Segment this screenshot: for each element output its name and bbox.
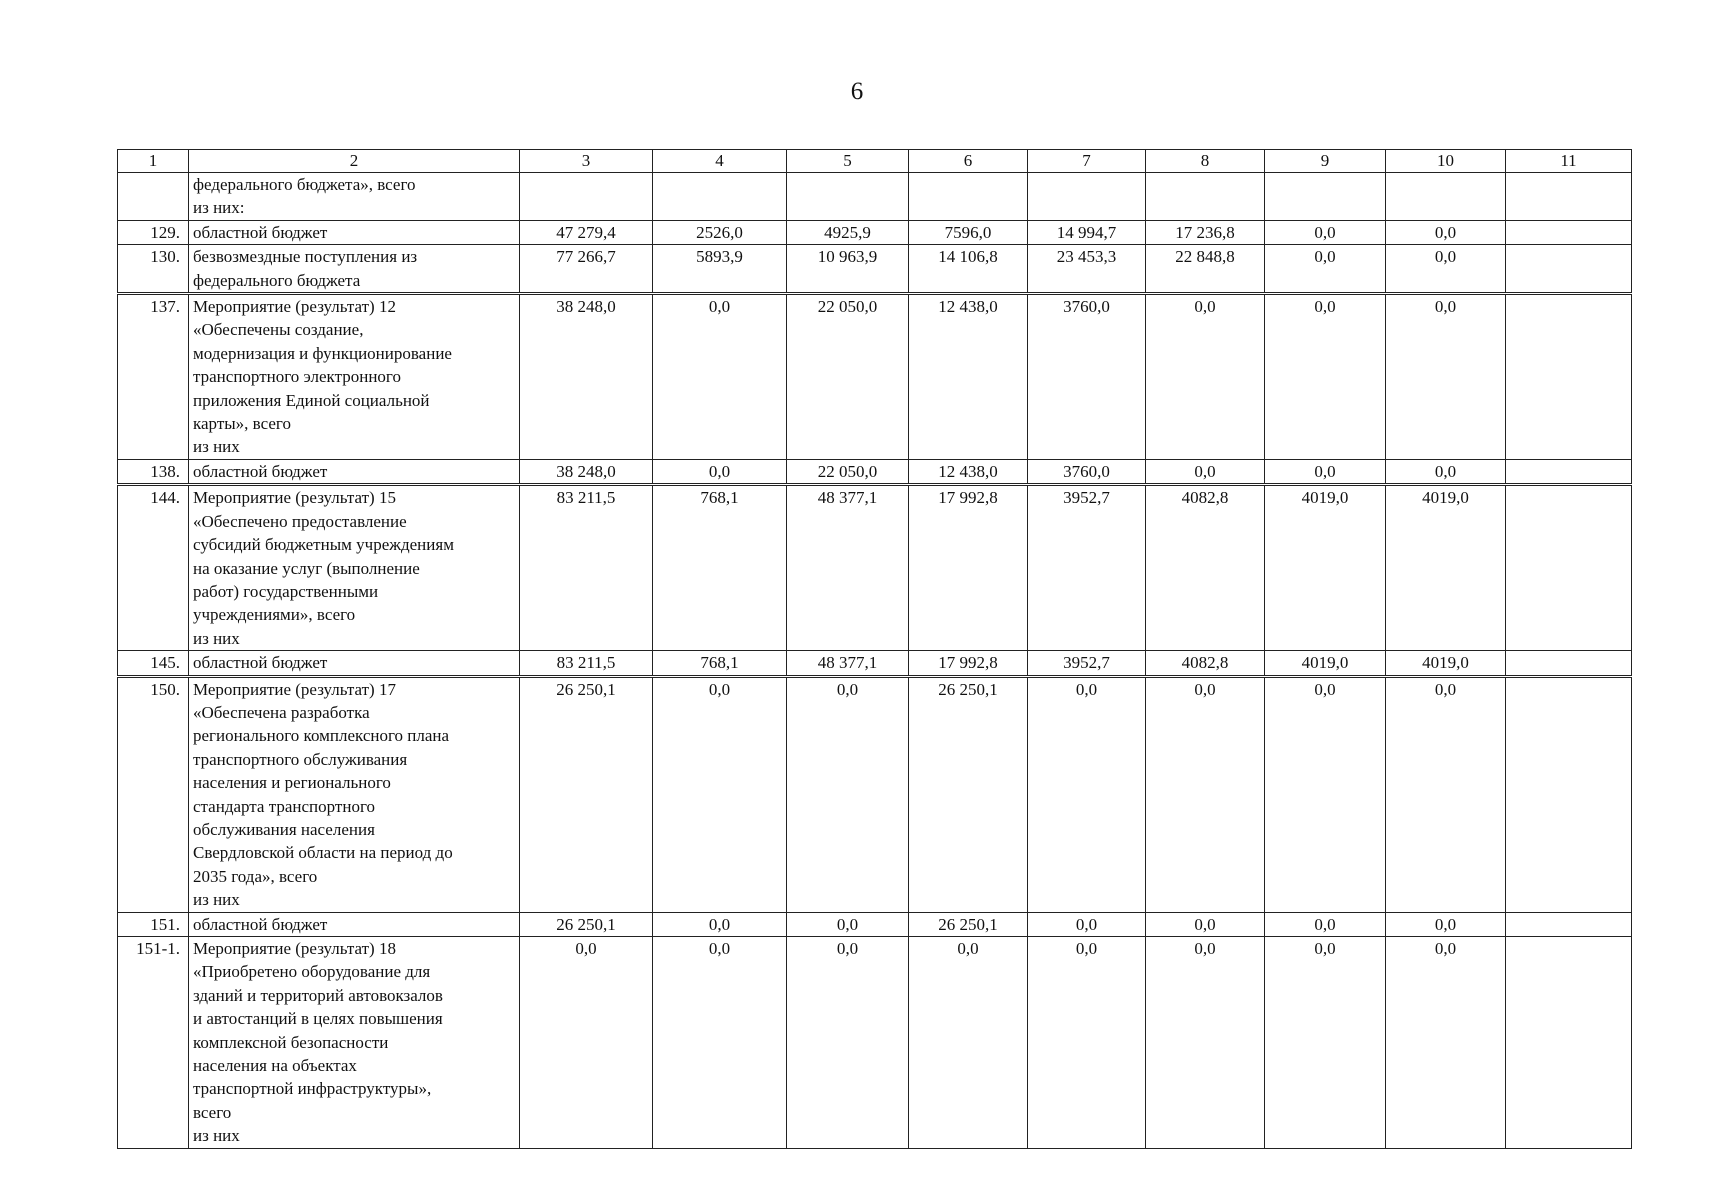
value-cell: 0,0 [520,937,653,1149]
value-cell: 4082,8 [1146,651,1265,676]
value-cell: 0,0 [1265,912,1386,936]
column-header: 6 [909,150,1028,173]
value-cell: 0,0 [787,676,909,912]
value-cell: 0,0 [1386,294,1506,460]
value-cell: 0,0 [653,294,787,460]
value-cell: 0,0 [1265,220,1386,244]
value-cell: 38 248,0 [520,294,653,460]
value-cell: 48 377,1 [787,485,909,651]
empty-cell [1506,485,1632,651]
table-body [118,150,1632,1149]
value-cell: 0,0 [1265,676,1386,912]
row-number: 151. [118,912,189,936]
column-header: 10 [1386,150,1506,173]
value-cell: 4082,8 [1146,485,1265,651]
value-cell [787,173,909,221]
empty-cell [1506,173,1632,221]
value-cell: 0,0 [1265,294,1386,460]
row-number: 138. [118,459,189,484]
table-row [118,294,1632,460]
empty-cell [1506,651,1632,676]
value-cell: 7596,0 [909,220,1028,244]
value-cell [1028,173,1146,221]
value-cell: 0,0 [653,912,787,936]
value-cell: 0,0 [1146,294,1265,460]
value-cell: 768,1 [653,485,787,651]
table-row [118,485,1632,651]
row-number: 137. [118,294,189,460]
row-description: Мероприятие (результат) 12 «Обеспечены создание, модернизация и функционирование транспортного электронного приложения Единой социальной карты», всего из них [189,294,520,460]
header-row [118,150,1632,173]
empty-cell [1506,912,1632,936]
value-cell: 0,0 [1028,937,1146,1149]
value-cell: 4019,0 [1265,651,1386,676]
value-cell: 0,0 [787,937,909,1149]
value-cell: 0,0 [1386,937,1506,1149]
row-description: безвозмездные поступления из федерального бюджета [189,245,520,294]
value-cell: 48 377,1 [787,651,909,676]
value-cell: 3952,7 [1028,651,1146,676]
value-cell: 0,0 [1265,459,1386,484]
value-cell: 17 992,8 [909,651,1028,676]
value-cell: 3760,0 [1028,459,1146,484]
value-cell: 4019,0 [1265,485,1386,651]
row-number [118,173,189,221]
value-cell [1386,173,1506,221]
empty-cell [1506,294,1632,460]
table-row [118,912,1632,936]
value-cell: 4925,9 [787,220,909,244]
value-cell: 0,0 [1386,676,1506,912]
row-description: областной бюджет [189,459,520,484]
table-row [118,173,1632,221]
value-cell: 17 992,8 [909,485,1028,651]
value-cell: 0,0 [1386,459,1506,484]
value-cell: 0,0 [787,912,909,936]
value-cell: 26 250,1 [520,676,653,912]
value-cell: 0,0 [653,459,787,484]
empty-cell [1506,676,1632,912]
empty-cell [1506,937,1632,1149]
column-header: 11 [1506,150,1632,173]
value-cell [653,173,787,221]
value-cell: 3760,0 [1028,294,1146,460]
value-cell: 0,0 [1146,676,1265,912]
row-description: Мероприятие (результат) 17 «Обеспечена разработка регионального комплексного плана транспортного обслуживания населения и регионального стандарта транспортного обслуживания населения Свердловской области на период до 2035 года», всего из них [189,676,520,912]
value-cell: 12 438,0 [909,459,1028,484]
row-description: областной бюджет [189,912,520,936]
value-cell: 0,0 [1386,220,1506,244]
value-cell: 4019,0 [1386,485,1506,651]
value-cell: 83 211,5 [520,485,653,651]
column-header: 3 [520,150,653,173]
budget-table [117,149,1632,1149]
value-cell: 22 050,0 [787,459,909,484]
row-number: 145. [118,651,189,676]
empty-cell [1506,220,1632,244]
value-cell: 38 248,0 [520,459,653,484]
value-cell: 0,0 [1146,937,1265,1149]
value-cell: 0,0 [1386,245,1506,294]
value-cell [520,173,653,221]
table-row [118,676,1632,912]
value-cell: 17 236,8 [1146,220,1265,244]
value-cell [1265,173,1386,221]
value-cell: 22 050,0 [787,294,909,460]
value-cell: 26 250,1 [909,912,1028,936]
value-cell: 14 994,7 [1028,220,1146,244]
empty-cell [1506,459,1632,484]
value-cell: 2526,0 [653,220,787,244]
value-cell: 0,0 [909,937,1028,1149]
value-cell: 5893,9 [653,245,787,294]
row-description: Мероприятие (результат) 15 «Обеспечено предоставление субсидий бюджетным учреждениям на оказание услуг (выполнение работ) государственными учреждениями», всего из них [189,485,520,651]
column-header: 9 [1265,150,1386,173]
column-header: 4 [653,150,787,173]
value-cell [909,173,1028,221]
value-cell: 83 211,5 [520,651,653,676]
column-header: 8 [1146,150,1265,173]
column-header: 5 [787,150,909,173]
column-header: 1 [118,150,189,173]
page-number: 6 [850,78,864,105]
value-cell: 77 266,7 [520,245,653,294]
value-cell: 0,0 [653,937,787,1149]
row-description: Мероприятие (результат) 18 «Приобретено оборудование для зданий и территорий автовокзалов и автостанций в целях повышения комплексной безопасности населения на объектах транспортной инфраструктуры», всего из них [189,937,520,1149]
value-cell: 0,0 [1146,912,1265,936]
row-number: 150. [118,676,189,912]
row-description: федерального бюджета», всего из них: [189,173,520,221]
value-cell: 768,1 [653,651,787,676]
row-number: 144. [118,485,189,651]
column-header: 7 [1028,150,1146,173]
row-number: 129. [118,220,189,244]
row-number: 151-1. [118,937,189,1149]
column-header: 2 [189,150,520,173]
value-cell: 4019,0 [1386,651,1506,676]
value-cell: 26 250,1 [520,912,653,936]
value-cell: 26 250,1 [909,676,1028,912]
value-cell: 12 438,0 [909,294,1028,460]
row-number: 130. [118,245,189,294]
value-cell [1146,173,1265,221]
value-cell: 23 453,3 [1028,245,1146,294]
value-cell: 14 106,8 [909,245,1028,294]
empty-cell [1506,245,1632,294]
value-cell: 0,0 [1386,912,1506,936]
table-row [118,220,1632,244]
value-cell: 10 963,9 [787,245,909,294]
row-description: областной бюджет [189,651,520,676]
table-row [118,937,1632,1149]
value-cell: 0,0 [1028,676,1146,912]
table-row [118,651,1632,676]
value-cell: 0,0 [1265,245,1386,294]
value-cell: 47 279,4 [520,220,653,244]
value-cell: 0,0 [1146,459,1265,484]
value-cell: 0,0 [1265,937,1386,1149]
value-cell: 3952,7 [1028,485,1146,651]
value-cell: 0,0 [653,676,787,912]
table-row [118,245,1632,294]
row-description: областной бюджет [189,220,520,244]
value-cell: 0,0 [1028,912,1146,936]
value-cell: 22 848,8 [1146,245,1265,294]
table-row [118,459,1632,484]
